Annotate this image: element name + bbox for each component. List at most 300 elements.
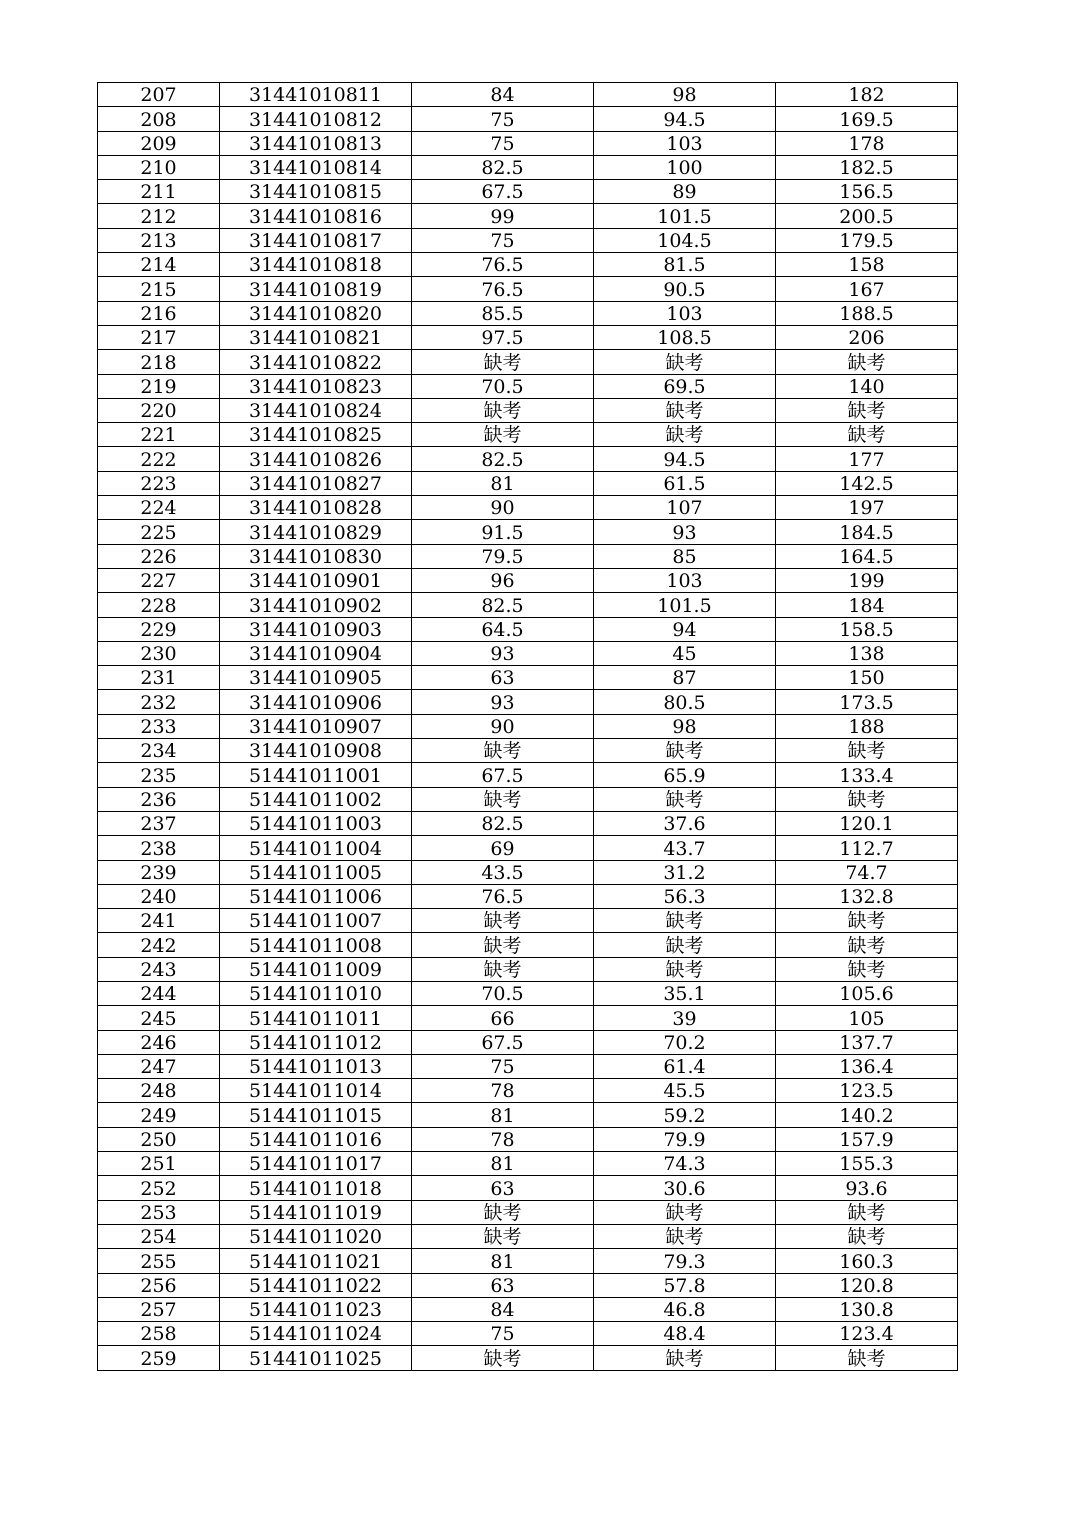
seq-number-cell: 217 bbox=[98, 325, 220, 349]
table-row bbox=[98, 1249, 958, 1273]
seq-number-cell: 224 bbox=[98, 496, 220, 520]
exam-id-cell: 31441010820 bbox=[220, 301, 412, 325]
seq-number-cell: 236 bbox=[98, 787, 220, 811]
score-1-cell: 64.5 bbox=[412, 617, 594, 641]
score-1-cell: 63 bbox=[412, 1273, 594, 1297]
seq-number-cell: 253 bbox=[98, 1200, 220, 1224]
score-1-cell: 90 bbox=[412, 496, 594, 520]
score-2-cell: 90.5 bbox=[594, 277, 776, 301]
seq-number-cell: 232 bbox=[98, 690, 220, 714]
score-2-cell: 101.5 bbox=[594, 593, 776, 617]
exam-id-cell: 31441010811 bbox=[220, 83, 412, 107]
exam-id-cell: 51441011014 bbox=[220, 1079, 412, 1103]
score-1-cell: 82.5 bbox=[412, 593, 594, 617]
score-1-cell: 78 bbox=[412, 1079, 594, 1103]
seq-number-cell: 248 bbox=[98, 1079, 220, 1103]
score-2-cell: 缺考 bbox=[594, 423, 776, 447]
seq-number-cell: 231 bbox=[98, 666, 220, 690]
exam-id-cell: 51441011024 bbox=[220, 1322, 412, 1346]
score-2-cell: 94.5 bbox=[594, 447, 776, 471]
total-score-cell: 137.7 bbox=[776, 1030, 958, 1054]
exam-id-cell: 51441011010 bbox=[220, 981, 412, 1005]
score-1-cell: 81 bbox=[412, 471, 594, 495]
table-row bbox=[98, 423, 958, 447]
total-score-cell: 133.4 bbox=[776, 763, 958, 787]
seq-number-cell: 254 bbox=[98, 1224, 220, 1248]
score-1-cell: 82.5 bbox=[412, 811, 594, 835]
exam-id-cell: 51441011021 bbox=[220, 1249, 412, 1273]
table-row bbox=[98, 860, 958, 884]
seq-number-cell: 245 bbox=[98, 1006, 220, 1030]
exam-id-cell: 51441011002 bbox=[220, 787, 412, 811]
total-score-cell: 167 bbox=[776, 277, 958, 301]
score-2-cell: 缺考 bbox=[594, 1200, 776, 1224]
score-1-cell: 76.5 bbox=[412, 884, 594, 908]
seq-number-cell: 251 bbox=[98, 1152, 220, 1176]
score-2-cell: 缺考 bbox=[594, 739, 776, 763]
table-row bbox=[98, 447, 958, 471]
exam-id-cell: 51441011003 bbox=[220, 811, 412, 835]
total-score-cell: 158.5 bbox=[776, 617, 958, 641]
score-2-cell: 74.3 bbox=[594, 1152, 776, 1176]
table-row bbox=[98, 471, 958, 495]
table-row bbox=[98, 1079, 958, 1103]
table-row bbox=[98, 131, 958, 155]
table-row bbox=[98, 301, 958, 325]
total-score-cell: 缺考 bbox=[776, 1200, 958, 1224]
exam-id-cell: 31441010823 bbox=[220, 374, 412, 398]
seq-number-cell: 257 bbox=[98, 1297, 220, 1321]
score-2-cell: 30.6 bbox=[594, 1176, 776, 1200]
table-row bbox=[98, 593, 958, 617]
score-2-cell: 57.8 bbox=[594, 1273, 776, 1297]
total-score-cell: 150 bbox=[776, 666, 958, 690]
seq-number-cell: 207 bbox=[98, 83, 220, 107]
total-score-cell: 缺考 bbox=[776, 739, 958, 763]
table-row bbox=[98, 350, 958, 374]
total-score-cell: 182.5 bbox=[776, 155, 958, 179]
total-score-cell: 105 bbox=[776, 1006, 958, 1030]
score-2-cell: 31.2 bbox=[594, 860, 776, 884]
total-score-cell: 105.6 bbox=[776, 981, 958, 1005]
exam-id-cell: 51441011006 bbox=[220, 884, 412, 908]
seq-number-cell: 222 bbox=[98, 447, 220, 471]
total-score-cell: 157.9 bbox=[776, 1127, 958, 1151]
score-1-cell: 缺考 bbox=[412, 1200, 594, 1224]
score-2-cell: 79.3 bbox=[594, 1249, 776, 1273]
total-score-cell: 160.3 bbox=[776, 1249, 958, 1273]
score-1-cell: 91.5 bbox=[412, 520, 594, 544]
exam-id-cell: 51441011011 bbox=[220, 1006, 412, 1030]
total-score-cell: 123.4 bbox=[776, 1322, 958, 1346]
total-score-cell: 93.6 bbox=[776, 1176, 958, 1200]
score-2-cell: 93 bbox=[594, 520, 776, 544]
table-row bbox=[98, 884, 958, 908]
score-2-cell: 80.5 bbox=[594, 690, 776, 714]
total-score-cell: 缺考 bbox=[776, 909, 958, 933]
total-score-cell: 188.5 bbox=[776, 301, 958, 325]
total-score-cell: 188 bbox=[776, 714, 958, 738]
score-1-cell: 90 bbox=[412, 714, 594, 738]
score-2-cell: 85 bbox=[594, 544, 776, 568]
exam-id-cell: 31441010817 bbox=[220, 228, 412, 252]
total-score-cell: 缺考 bbox=[776, 933, 958, 957]
score-1-cell: 75 bbox=[412, 107, 594, 131]
score-1-cell: 70.5 bbox=[412, 981, 594, 1005]
seq-number-cell: 250 bbox=[98, 1127, 220, 1151]
seq-number-cell: 208 bbox=[98, 107, 220, 131]
score-1-cell: 缺考 bbox=[412, 423, 594, 447]
exam-id-cell: 51441011004 bbox=[220, 836, 412, 860]
seq-number-cell: 242 bbox=[98, 933, 220, 957]
seq-number-cell: 230 bbox=[98, 641, 220, 665]
table-row bbox=[98, 617, 958, 641]
total-score-cell: 138 bbox=[776, 641, 958, 665]
score-table-body bbox=[98, 83, 958, 1371]
score-2-cell: 98 bbox=[594, 83, 776, 107]
score-2-cell: 94.5 bbox=[594, 107, 776, 131]
seq-number-cell: 235 bbox=[98, 763, 220, 787]
score-1-cell: 63 bbox=[412, 1176, 594, 1200]
total-score-cell: 199 bbox=[776, 568, 958, 592]
total-score-cell: 123.5 bbox=[776, 1079, 958, 1103]
table-row bbox=[98, 933, 958, 957]
seq-number-cell: 219 bbox=[98, 374, 220, 398]
seq-number-cell: 218 bbox=[98, 350, 220, 374]
score-2-cell: 39 bbox=[594, 1006, 776, 1030]
score-2-cell: 缺考 bbox=[594, 1346, 776, 1370]
score-1-cell: 63 bbox=[412, 666, 594, 690]
score-2-cell: 69.5 bbox=[594, 374, 776, 398]
score-1-cell: 99 bbox=[412, 204, 594, 228]
total-score-cell: 缺考 bbox=[776, 1346, 958, 1370]
table-row bbox=[98, 277, 958, 301]
exam-id-cell: 31441010826 bbox=[220, 447, 412, 471]
exam-id-cell: 31441010902 bbox=[220, 593, 412, 617]
exam-id-cell: 31441010827 bbox=[220, 471, 412, 495]
score-1-cell: 缺考 bbox=[412, 739, 594, 763]
score-2-cell: 89 bbox=[594, 180, 776, 204]
seq-number-cell: 240 bbox=[98, 884, 220, 908]
exam-id-cell: 51441011017 bbox=[220, 1152, 412, 1176]
score-2-cell: 43.7 bbox=[594, 836, 776, 860]
seq-number-cell: 220 bbox=[98, 398, 220, 422]
score-2-cell: 103 bbox=[594, 568, 776, 592]
table-row bbox=[98, 180, 958, 204]
seq-number-cell: 246 bbox=[98, 1030, 220, 1054]
exam-id-cell: 31441010825 bbox=[220, 423, 412, 447]
score-1-cell: 81 bbox=[412, 1152, 594, 1176]
seq-number-cell: 225 bbox=[98, 520, 220, 544]
score-1-cell: 84 bbox=[412, 83, 594, 107]
total-score-cell: 184 bbox=[776, 593, 958, 617]
seq-number-cell: 233 bbox=[98, 714, 220, 738]
score-2-cell: 70.2 bbox=[594, 1030, 776, 1054]
exam-id-cell: 51441011005 bbox=[220, 860, 412, 884]
score-2-cell: 61.5 bbox=[594, 471, 776, 495]
total-score-cell: 74.7 bbox=[776, 860, 958, 884]
score-2-cell: 79.9 bbox=[594, 1127, 776, 1151]
exam-id-cell: 51441011001 bbox=[220, 763, 412, 787]
score-2-cell: 59.2 bbox=[594, 1103, 776, 1127]
table-row bbox=[98, 1322, 958, 1346]
score-1-cell: 84 bbox=[412, 1297, 594, 1321]
score-2-cell: 缺考 bbox=[594, 398, 776, 422]
score-1-cell: 82.5 bbox=[412, 447, 594, 471]
seq-number-cell: 234 bbox=[98, 739, 220, 763]
exam-id-cell: 31441010903 bbox=[220, 617, 412, 641]
exam-id-cell: 31441010822 bbox=[220, 350, 412, 374]
score-1-cell: 缺考 bbox=[412, 1224, 594, 1248]
total-score-cell: 200.5 bbox=[776, 204, 958, 228]
total-score-cell: 缺考 bbox=[776, 350, 958, 374]
seq-number-cell: 247 bbox=[98, 1054, 220, 1078]
score-2-cell: 46.8 bbox=[594, 1297, 776, 1321]
total-score-cell: 156.5 bbox=[776, 180, 958, 204]
score-1-cell: 缺考 bbox=[412, 1346, 594, 1370]
score-1-cell: 缺考 bbox=[412, 398, 594, 422]
exam-id-cell: 31441010814 bbox=[220, 155, 412, 179]
exam-id-cell: 51441011012 bbox=[220, 1030, 412, 1054]
table-row bbox=[98, 496, 958, 520]
table-row bbox=[98, 739, 958, 763]
score-1-cell: 81 bbox=[412, 1103, 594, 1127]
score-1-cell: 66 bbox=[412, 1006, 594, 1030]
exam-id-cell: 31441010830 bbox=[220, 544, 412, 568]
total-score-cell: 206 bbox=[776, 325, 958, 349]
score-1-cell: 69 bbox=[412, 836, 594, 860]
score-2-cell: 61.4 bbox=[594, 1054, 776, 1078]
seq-number-cell: 239 bbox=[98, 860, 220, 884]
total-score-cell: 缺考 bbox=[776, 787, 958, 811]
table-row bbox=[98, 836, 958, 860]
seq-number-cell: 228 bbox=[98, 593, 220, 617]
score-2-cell: 108.5 bbox=[594, 325, 776, 349]
total-score-cell: 132.8 bbox=[776, 884, 958, 908]
score-1-cell: 缺考 bbox=[412, 909, 594, 933]
score-1-cell: 缺考 bbox=[412, 350, 594, 374]
seq-number-cell: 211 bbox=[98, 180, 220, 204]
table-row bbox=[98, 1176, 958, 1200]
score-1-cell: 93 bbox=[412, 641, 594, 665]
score-1-cell: 97.5 bbox=[412, 325, 594, 349]
total-score-cell: 136.4 bbox=[776, 1054, 958, 1078]
table-row bbox=[98, 398, 958, 422]
exam-id-cell: 51441011013 bbox=[220, 1054, 412, 1078]
score-2-cell: 81.5 bbox=[594, 253, 776, 277]
exam-id-cell: 31441010816 bbox=[220, 204, 412, 228]
table-row bbox=[98, 228, 958, 252]
exam-id-cell: 51441011025 bbox=[220, 1346, 412, 1370]
table-row bbox=[98, 1103, 958, 1127]
seq-number-cell: 244 bbox=[98, 981, 220, 1005]
total-score-cell: 182 bbox=[776, 83, 958, 107]
score-2-cell: 98 bbox=[594, 714, 776, 738]
seq-number-cell: 252 bbox=[98, 1176, 220, 1200]
seq-number-cell: 259 bbox=[98, 1346, 220, 1370]
total-score-cell: 120.1 bbox=[776, 811, 958, 835]
score-2-cell: 104.5 bbox=[594, 228, 776, 252]
score-2-cell: 45.5 bbox=[594, 1079, 776, 1103]
seq-number-cell: 221 bbox=[98, 423, 220, 447]
table-row bbox=[98, 714, 958, 738]
table-row bbox=[98, 1152, 958, 1176]
seq-number-cell: 243 bbox=[98, 957, 220, 981]
score-1-cell: 67.5 bbox=[412, 763, 594, 787]
seq-number-cell: 256 bbox=[98, 1273, 220, 1297]
total-score-cell: 140.2 bbox=[776, 1103, 958, 1127]
total-score-cell: 142.5 bbox=[776, 471, 958, 495]
table-row bbox=[98, 690, 958, 714]
total-score-cell: 112.7 bbox=[776, 836, 958, 860]
score-2-cell: 37.6 bbox=[594, 811, 776, 835]
seq-number-cell: 229 bbox=[98, 617, 220, 641]
score-1-cell: 96 bbox=[412, 568, 594, 592]
score-2-cell: 缺考 bbox=[594, 787, 776, 811]
score-2-cell: 103 bbox=[594, 301, 776, 325]
total-score-cell: 177 bbox=[776, 447, 958, 471]
score-1-cell: 78 bbox=[412, 1127, 594, 1151]
score-1-cell: 76.5 bbox=[412, 253, 594, 277]
table-row bbox=[98, 520, 958, 544]
exam-id-cell: 51441011019 bbox=[220, 1200, 412, 1224]
score-2-cell: 94 bbox=[594, 617, 776, 641]
total-score-cell: 120.8 bbox=[776, 1273, 958, 1297]
total-score-cell: 184.5 bbox=[776, 520, 958, 544]
seq-number-cell: 227 bbox=[98, 568, 220, 592]
score-2-cell: 缺考 bbox=[594, 1224, 776, 1248]
exam-id-cell: 51441011007 bbox=[220, 909, 412, 933]
total-score-cell: 179.5 bbox=[776, 228, 958, 252]
table-row bbox=[98, 981, 958, 1005]
score-1-cell: 75 bbox=[412, 228, 594, 252]
score-2-cell: 缺考 bbox=[594, 909, 776, 933]
table-row bbox=[98, 1030, 958, 1054]
score-1-cell: 75 bbox=[412, 131, 594, 155]
exam-id-cell: 31441010907 bbox=[220, 714, 412, 738]
score-1-cell: 67.5 bbox=[412, 1030, 594, 1054]
exam-id-cell: 31441010904 bbox=[220, 641, 412, 665]
total-score-cell: 缺考 bbox=[776, 957, 958, 981]
table-row bbox=[98, 641, 958, 665]
seq-number-cell: 255 bbox=[98, 1249, 220, 1273]
score-1-cell: 75 bbox=[412, 1322, 594, 1346]
total-score-cell: 158 bbox=[776, 253, 958, 277]
table-row bbox=[98, 1224, 958, 1248]
exam-id-cell: 31441010821 bbox=[220, 325, 412, 349]
exam-id-cell: 51441011009 bbox=[220, 957, 412, 981]
score-2-cell: 缺考 bbox=[594, 350, 776, 374]
score-1-cell: 70.5 bbox=[412, 374, 594, 398]
total-score-cell: 164.5 bbox=[776, 544, 958, 568]
table-row bbox=[98, 1127, 958, 1151]
table-row bbox=[98, 325, 958, 349]
seq-number-cell: 241 bbox=[98, 909, 220, 933]
table-row bbox=[98, 1054, 958, 1078]
score-table bbox=[97, 82, 958, 1371]
exam-id-cell: 31441010901 bbox=[220, 568, 412, 592]
table-row bbox=[98, 957, 958, 981]
table-row bbox=[98, 1346, 958, 1370]
table-row bbox=[98, 544, 958, 568]
seq-number-cell: 249 bbox=[98, 1103, 220, 1127]
score-1-cell: 76.5 bbox=[412, 277, 594, 301]
score-2-cell: 35.1 bbox=[594, 981, 776, 1005]
score-1-cell: 85.5 bbox=[412, 301, 594, 325]
score-1-cell: 79.5 bbox=[412, 544, 594, 568]
table-row bbox=[98, 1297, 958, 1321]
score-1-cell: 缺考 bbox=[412, 787, 594, 811]
seq-number-cell: 214 bbox=[98, 253, 220, 277]
table-row bbox=[98, 1273, 958, 1297]
exam-id-cell: 51441011018 bbox=[220, 1176, 412, 1200]
table-row bbox=[98, 204, 958, 228]
score-2-cell: 缺考 bbox=[594, 957, 776, 981]
table-row bbox=[98, 568, 958, 592]
seq-number-cell: 237 bbox=[98, 811, 220, 835]
score-1-cell: 缺考 bbox=[412, 957, 594, 981]
total-score-cell: 169.5 bbox=[776, 107, 958, 131]
score-2-cell: 103 bbox=[594, 131, 776, 155]
exam-id-cell: 31441010819 bbox=[220, 277, 412, 301]
score-2-cell: 100 bbox=[594, 155, 776, 179]
exam-id-cell: 31441010815 bbox=[220, 180, 412, 204]
score-2-cell: 107 bbox=[594, 496, 776, 520]
total-score-cell: 178 bbox=[776, 131, 958, 155]
table-row bbox=[98, 374, 958, 398]
score-1-cell: 82.5 bbox=[412, 155, 594, 179]
exam-id-cell: 51441011008 bbox=[220, 933, 412, 957]
seq-number-cell: 238 bbox=[98, 836, 220, 860]
exam-id-cell: 31441010828 bbox=[220, 496, 412, 520]
table-row bbox=[98, 253, 958, 277]
exam-id-cell: 31441010905 bbox=[220, 666, 412, 690]
seq-number-cell: 212 bbox=[98, 204, 220, 228]
score-2-cell: 缺考 bbox=[594, 933, 776, 957]
score-2-cell: 65.9 bbox=[594, 763, 776, 787]
table-row bbox=[98, 763, 958, 787]
table-row bbox=[98, 83, 958, 107]
exam-id-cell: 31441010824 bbox=[220, 398, 412, 422]
score-2-cell: 56.3 bbox=[594, 884, 776, 908]
table-row bbox=[98, 107, 958, 131]
score-2-cell: 48.4 bbox=[594, 1322, 776, 1346]
seq-number-cell: 223 bbox=[98, 471, 220, 495]
exam-id-cell: 51441011022 bbox=[220, 1273, 412, 1297]
seq-number-cell: 209 bbox=[98, 131, 220, 155]
score-2-cell: 101.5 bbox=[594, 204, 776, 228]
table-row bbox=[98, 811, 958, 835]
score-1-cell: 81 bbox=[412, 1249, 594, 1273]
total-score-cell: 173.5 bbox=[776, 690, 958, 714]
exam-id-cell: 51441011020 bbox=[220, 1224, 412, 1248]
seq-number-cell: 213 bbox=[98, 228, 220, 252]
exam-id-cell: 31441010812 bbox=[220, 107, 412, 131]
total-score-cell: 缺考 bbox=[776, 1224, 958, 1248]
score-1-cell: 67.5 bbox=[412, 180, 594, 204]
exam-id-cell: 51441011016 bbox=[220, 1127, 412, 1151]
exam-id-cell: 31441010906 bbox=[220, 690, 412, 714]
total-score-cell: 155.3 bbox=[776, 1152, 958, 1176]
total-score-cell: 130.8 bbox=[776, 1297, 958, 1321]
seq-number-cell: 215 bbox=[98, 277, 220, 301]
total-score-cell: 197 bbox=[776, 496, 958, 520]
exam-id-cell: 31441010818 bbox=[220, 253, 412, 277]
seq-number-cell: 216 bbox=[98, 301, 220, 325]
total-score-cell: 140 bbox=[776, 374, 958, 398]
table-row bbox=[98, 1006, 958, 1030]
table-row bbox=[98, 787, 958, 811]
